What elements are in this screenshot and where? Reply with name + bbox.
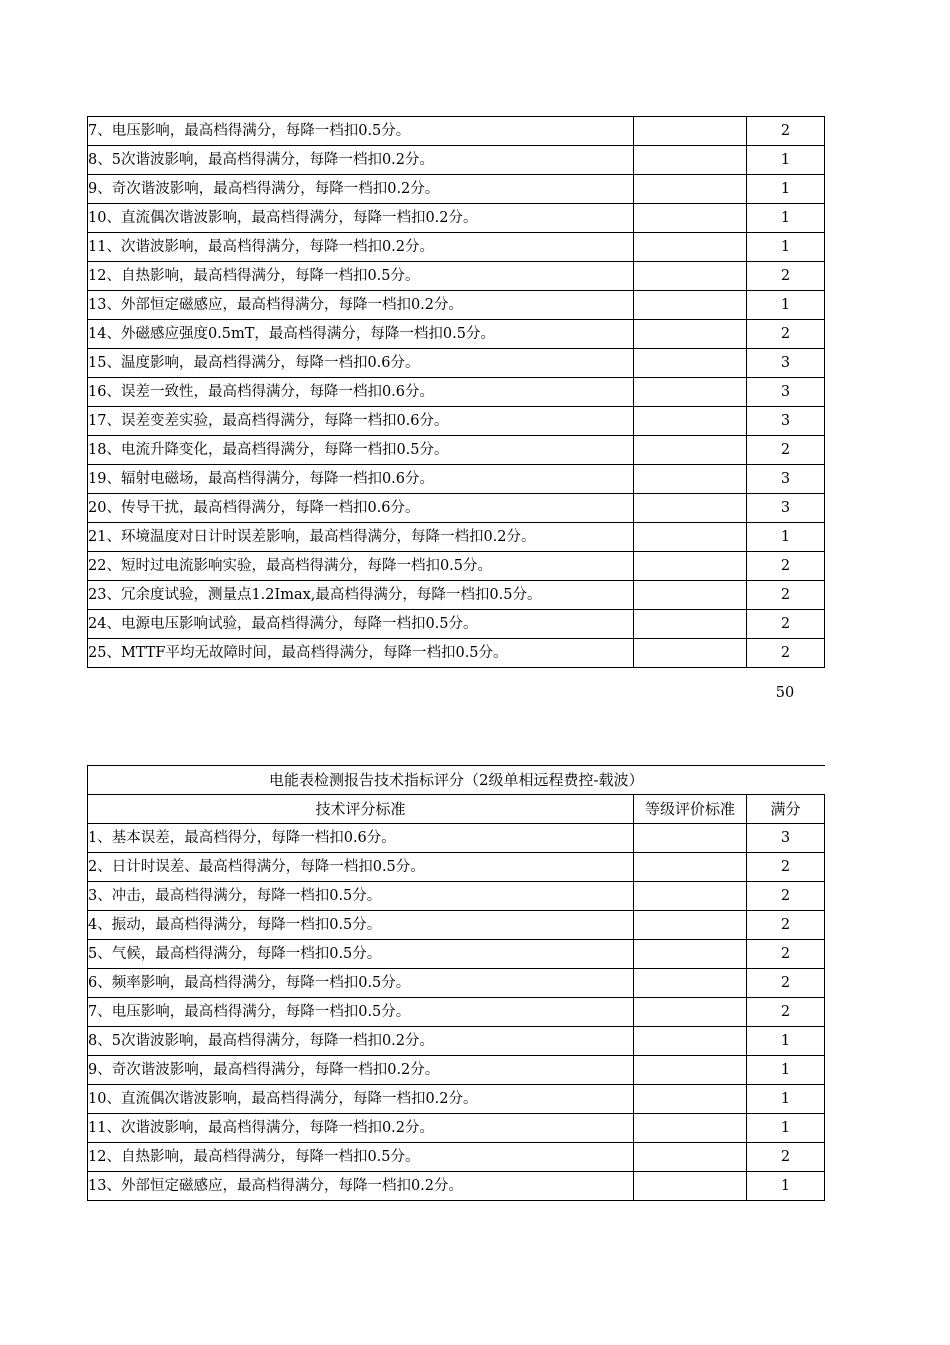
grade-cell — [634, 407, 747, 436]
table-row — [88, 639, 825, 668]
criterion-cell: 21、环境温度对日计时误差影响，最高档得满分，每降一档扣0.2分。 — [88, 523, 634, 552]
criterion-cell: 13、外部恒定磁感应，最高档得满分，每降一档扣0.2分。 — [88, 1172, 634, 1201]
criterion-cell: 10、直流偶次谐波影响，最高档得满分，每降一档扣0.2分。 — [88, 1085, 634, 1114]
grade-cell — [634, 824, 747, 853]
score-cell: 2 — [747, 969, 825, 998]
criterion-cell: 8、5次谐波影响，最高档得满分，每降一档扣0.2分。 — [88, 146, 634, 175]
criterion-cell: 14、外磁感应强度0.5mT，最高档得满分，每降一档扣0.5分。 — [88, 320, 634, 349]
grade-cell — [634, 436, 747, 465]
table-row — [88, 882, 825, 911]
grade-cell — [634, 1143, 747, 1172]
score-cell: 3 — [747, 465, 825, 494]
grade-cell — [634, 262, 747, 291]
grade-cell — [634, 853, 747, 882]
table-row — [88, 407, 825, 436]
table-row — [88, 911, 825, 940]
score-cell: 1 — [747, 1114, 825, 1143]
criterion-cell: 10、直流偶次谐波影响，最高档得满分，每降一档扣0.2分。 — [88, 204, 634, 233]
score-cell: 1 — [747, 1085, 825, 1114]
table-row — [88, 436, 825, 465]
criterion-cell: 8、5次谐波影响，最高档得满分，每降一档扣0.2分。 — [88, 1027, 634, 1056]
grade-cell — [634, 1085, 747, 1114]
grade-cell — [634, 610, 747, 639]
table-row — [88, 824, 825, 853]
table-row — [88, 175, 825, 204]
score-cell: 2 — [747, 552, 825, 581]
grade-cell — [634, 969, 747, 998]
criterion-cell: 12、自热影响，最高档得满分，每降一档扣0.5分。 — [88, 1143, 634, 1172]
criterion-cell: 20、传导干扰，最高档得满分，每降一档扣0.6分。 — [88, 494, 634, 523]
criterion-cell: 12、自热影响，最高档得满分，每降一档扣0.5分。 — [88, 262, 634, 291]
criterion-cell: 9、奇次谐波影响，最高档得满分，每降一档扣0.2分。 — [88, 175, 634, 204]
table-header-row — [88, 795, 825, 824]
scoring-table-single-phase — [87, 765, 825, 1201]
score-cell: 2 — [747, 998, 825, 1027]
grade-cell — [634, 349, 747, 378]
criterion-cell: 23、冗余度试验，测量点1.2Imax,最高档得满分，每降一档扣0.5分。 — [88, 581, 634, 610]
grade-cell — [634, 146, 747, 175]
criterion-cell: 18、电流升降变化，最高档得满分，每降一档扣0.5分。 — [88, 436, 634, 465]
criterion-cell: 11、次谐波影响，最高档得满分，每降一档扣0.2分。 — [88, 1114, 634, 1143]
grade-cell — [634, 117, 747, 146]
table-row — [88, 1085, 825, 1114]
table-row — [88, 1143, 825, 1172]
grade-cell — [634, 1056, 747, 1085]
criterion-cell: 7、电压影响，最高档得满分，每降一档扣0.5分。 — [88, 998, 634, 1027]
table-row — [88, 320, 825, 349]
table-row — [88, 233, 825, 262]
criterion-cell: 9、奇次谐波影响，最高档得满分，每降一档扣0.2分。 — [88, 1056, 634, 1085]
header-standard: 技术评分标准 — [88, 795, 634, 824]
grade-cell — [634, 320, 747, 349]
table-row — [88, 552, 825, 581]
score-cell: 2 — [747, 320, 825, 349]
score-cell: 2 — [747, 853, 825, 882]
score-cell: 2 — [747, 581, 825, 610]
score-cell: 2 — [747, 911, 825, 940]
grade-cell — [634, 882, 747, 911]
grade-cell — [634, 1114, 747, 1143]
grade-cell — [634, 494, 747, 523]
score-cell: 1 — [747, 523, 825, 552]
grade-cell — [634, 523, 747, 552]
grade-cell — [634, 1027, 747, 1056]
criterion-cell: 25、MTTF平均无故障时间，最高档得满分，每降一档扣0.5分。 — [88, 639, 634, 668]
table-row — [88, 378, 825, 407]
table-row — [88, 1056, 825, 1085]
score-cell: 2 — [747, 639, 825, 668]
scoring-table-continued-body — [88, 117, 825, 668]
criterion-cell: 7、电压影响，最高档得满分，每降一档扣0.5分。 — [88, 117, 634, 146]
table-row — [88, 117, 825, 146]
table-title-row — [88, 766, 825, 795]
criterion-cell: 15、温度影响，最高档得满分，每降一档扣0.6分。 — [88, 349, 634, 378]
criterion-cell: 24、电源电压影响试验，最高档得满分，每降一档扣0.5分。 — [88, 610, 634, 639]
grade-cell — [634, 291, 747, 320]
criterion-cell: 19、辐射电磁场，最高档得满分，每降一档扣0.6分。 — [88, 465, 634, 494]
grade-cell — [634, 465, 747, 494]
scoring-table-single-phase-body — [88, 824, 825, 1201]
criterion-cell: 16、误差一致性，最高档得满分，每降一档扣0.6分。 — [88, 378, 634, 407]
grade-cell — [634, 940, 747, 969]
score-cell: 3 — [747, 824, 825, 853]
score-cell: 3 — [747, 349, 825, 378]
criterion-cell: 1、基本误差，最高档得分，每降一档扣0.6分。 — [88, 824, 634, 853]
score-cell: 2 — [747, 436, 825, 465]
scoring-table-continued — [87, 116, 825, 668]
table-row — [88, 291, 825, 320]
score-cell: 1 — [747, 291, 825, 320]
total-score: 50 — [775, 685, 795, 701]
score-cell: 1 — [747, 146, 825, 175]
criterion-cell: 5、气候，最高档得满分，每降一档扣0.5分。 — [88, 940, 634, 969]
table-row — [88, 1172, 825, 1201]
grade-cell — [634, 911, 747, 940]
score-cell: 1 — [747, 175, 825, 204]
score-cell: 2 — [747, 882, 825, 911]
table-row — [88, 146, 825, 175]
table-row — [88, 262, 825, 291]
table-row — [88, 349, 825, 378]
table-row — [88, 204, 825, 233]
score-cell: 2 — [747, 610, 825, 639]
criterion-cell: 13、外部恒定磁感应，最高档得满分，每降一档扣0.2分。 — [88, 291, 634, 320]
grade-cell — [634, 175, 747, 204]
grade-cell — [634, 233, 747, 262]
score-cell: 1 — [747, 233, 825, 262]
criterion-cell: 6、频率影响，最高档得满分，每降一档扣0.5分。 — [88, 969, 634, 998]
score-cell: 3 — [747, 494, 825, 523]
score-cell: 3 — [747, 407, 825, 436]
grade-cell — [634, 581, 747, 610]
grade-cell — [634, 1172, 747, 1201]
grade-cell — [634, 998, 747, 1027]
criterion-cell: 4、振动，最高档得满分，每降一档扣0.5分。 — [88, 911, 634, 940]
criterion-cell: 2、日计时误差、最高档得满分，每降一档扣0.5分。 — [88, 853, 634, 882]
grade-cell — [634, 639, 747, 668]
grade-cell — [634, 378, 747, 407]
table-row — [88, 494, 825, 523]
criterion-cell: 22、短时过电流影响实验，最高档得满分，每降一档扣0.5分。 — [88, 552, 634, 581]
header-score: 满分 — [747, 795, 825, 824]
score-cell: 3 — [747, 378, 825, 407]
table-row — [88, 969, 825, 998]
table-row — [88, 1027, 825, 1056]
score-cell: 2 — [747, 940, 825, 969]
table-row — [88, 523, 825, 552]
score-cell: 2 — [747, 117, 825, 146]
grade-cell — [634, 204, 747, 233]
table-row — [88, 940, 825, 969]
table-row — [88, 853, 825, 882]
table-row — [88, 610, 825, 639]
table-row — [88, 1114, 825, 1143]
score-cell: 2 — [747, 1143, 825, 1172]
header-grade: 等级评价标准 — [634, 795, 747, 824]
table-row — [88, 465, 825, 494]
score-cell: 1 — [747, 1172, 825, 1201]
score-cell: 2 — [747, 262, 825, 291]
score-cell: 1 — [747, 1027, 825, 1056]
criterion-cell: 3、冲击，最高档得满分，每降一档扣0.5分。 — [88, 882, 634, 911]
grade-cell — [634, 552, 747, 581]
criterion-cell: 11、次谐波影响，最高档得满分，每降一档扣0.2分。 — [88, 233, 634, 262]
table-title: 电能表检测报告技术指标评分（2级单相远程费控-载波） — [88, 766, 825, 795]
table-row — [88, 998, 825, 1027]
score-cell: 1 — [747, 1056, 825, 1085]
criterion-cell: 17、误差变差实验，最高档得满分，每降一档扣0.6分。 — [88, 407, 634, 436]
score-cell: 1 — [747, 204, 825, 233]
table-row — [88, 581, 825, 610]
